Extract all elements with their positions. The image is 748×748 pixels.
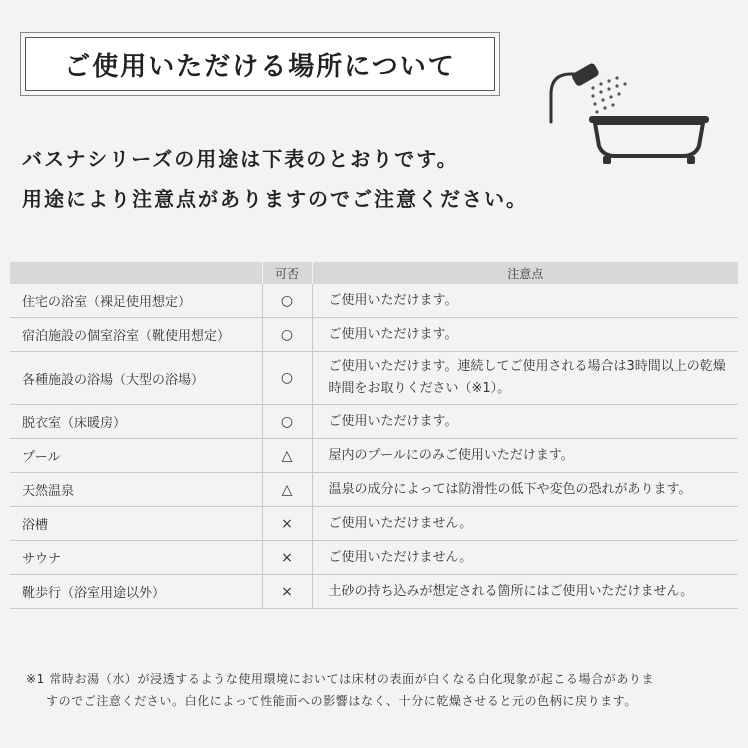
note-cell: 温泉の成分によっては防滑性の低下や変色の恐れがあります。 [312, 473, 738, 507]
page-title: ご使用いただける場所について [64, 51, 456, 82]
place-cell: 脱衣室（床暖房） [10, 405, 262, 439]
table-row [10, 284, 738, 318]
availability-cell: × [262, 541, 312, 575]
header-availability: 可否 [262, 262, 312, 284]
table-row [10, 575, 738, 609]
table-row [10, 507, 738, 541]
usage-table [10, 262, 738, 609]
title-frame [25, 37, 495, 91]
bathtub-icon [587, 112, 713, 168]
place-cell: 天然温泉 [10, 473, 262, 507]
availability-cell: △ [262, 439, 312, 473]
footnote-mark: ※1 [26, 672, 45, 686]
table-row [10, 318, 738, 352]
note-cell: 屋内のプールにのみご使用いただけます。 [312, 439, 738, 473]
footnote [26, 668, 746, 712]
availability-cell: ○ [262, 352, 312, 405]
bath-illustration [545, 60, 715, 170]
place-cell: 宿泊施設の個室浴室（靴使用想定） [10, 318, 262, 352]
table-row [10, 541, 738, 575]
note-cell: ご使用いただけます。 [312, 318, 738, 352]
note-cell: ご使用いただけません。 [312, 507, 738, 541]
availability-cell: ○ [262, 405, 312, 439]
table-row [10, 439, 738, 473]
title-box [20, 32, 500, 96]
place-cell: 靴歩行（浴室用途以外） [10, 575, 262, 609]
note-cell: ご使用いただけます。 [312, 284, 738, 318]
table-row [10, 405, 738, 439]
table-row [10, 352, 738, 405]
place-cell: プール [10, 439, 262, 473]
availability-cell: ○ [262, 284, 312, 318]
lead-line-2: 用途により注意点がありますのでご注意ください。 [22, 187, 528, 211]
place-cell: サウナ [10, 541, 262, 575]
header-place [10, 262, 262, 284]
place-cell: 各種施設の浴場（大型の浴場） [10, 352, 262, 405]
header-notes: 注意点 [312, 262, 738, 284]
note-cell: 土砂の持ち込みが想定される箇所にはご使用いただけません。 [312, 575, 738, 609]
table-header-row [10, 262, 738, 284]
place-cell: 浴槽 [10, 507, 262, 541]
table-row [10, 473, 738, 507]
place-cell: 住宅の浴室（裸足使用想定） [10, 284, 262, 318]
note-cell: ご使用いただけます。 [312, 405, 738, 439]
footnote-line-2: すのでご注意ください。白化によって性能面への影響はなく、十分に乾燥させると元の色柄に戻ります。 [46, 694, 638, 708]
availability-cell: × [262, 575, 312, 609]
footnote-text-1: 常時お湯（水）が浸透するような使用環境においては床材の表面が白くなる白化現象が起こる場合がありま [49, 672, 655, 686]
note-cell: ご使用いただけません。 [312, 541, 738, 575]
availability-cell: ○ [262, 318, 312, 352]
footnote-line-1 [26, 668, 746, 690]
note-cell: ご使用いただけます。連続してご使用される場合は3時間以上の乾燥時間をお取りください（※1）。 [312, 352, 738, 405]
lead-line-1: バスナシリーズの用途は下表のとおりです。 [22, 147, 459, 171]
availability-cell: △ [262, 473, 312, 507]
availability-cell: × [262, 507, 312, 541]
